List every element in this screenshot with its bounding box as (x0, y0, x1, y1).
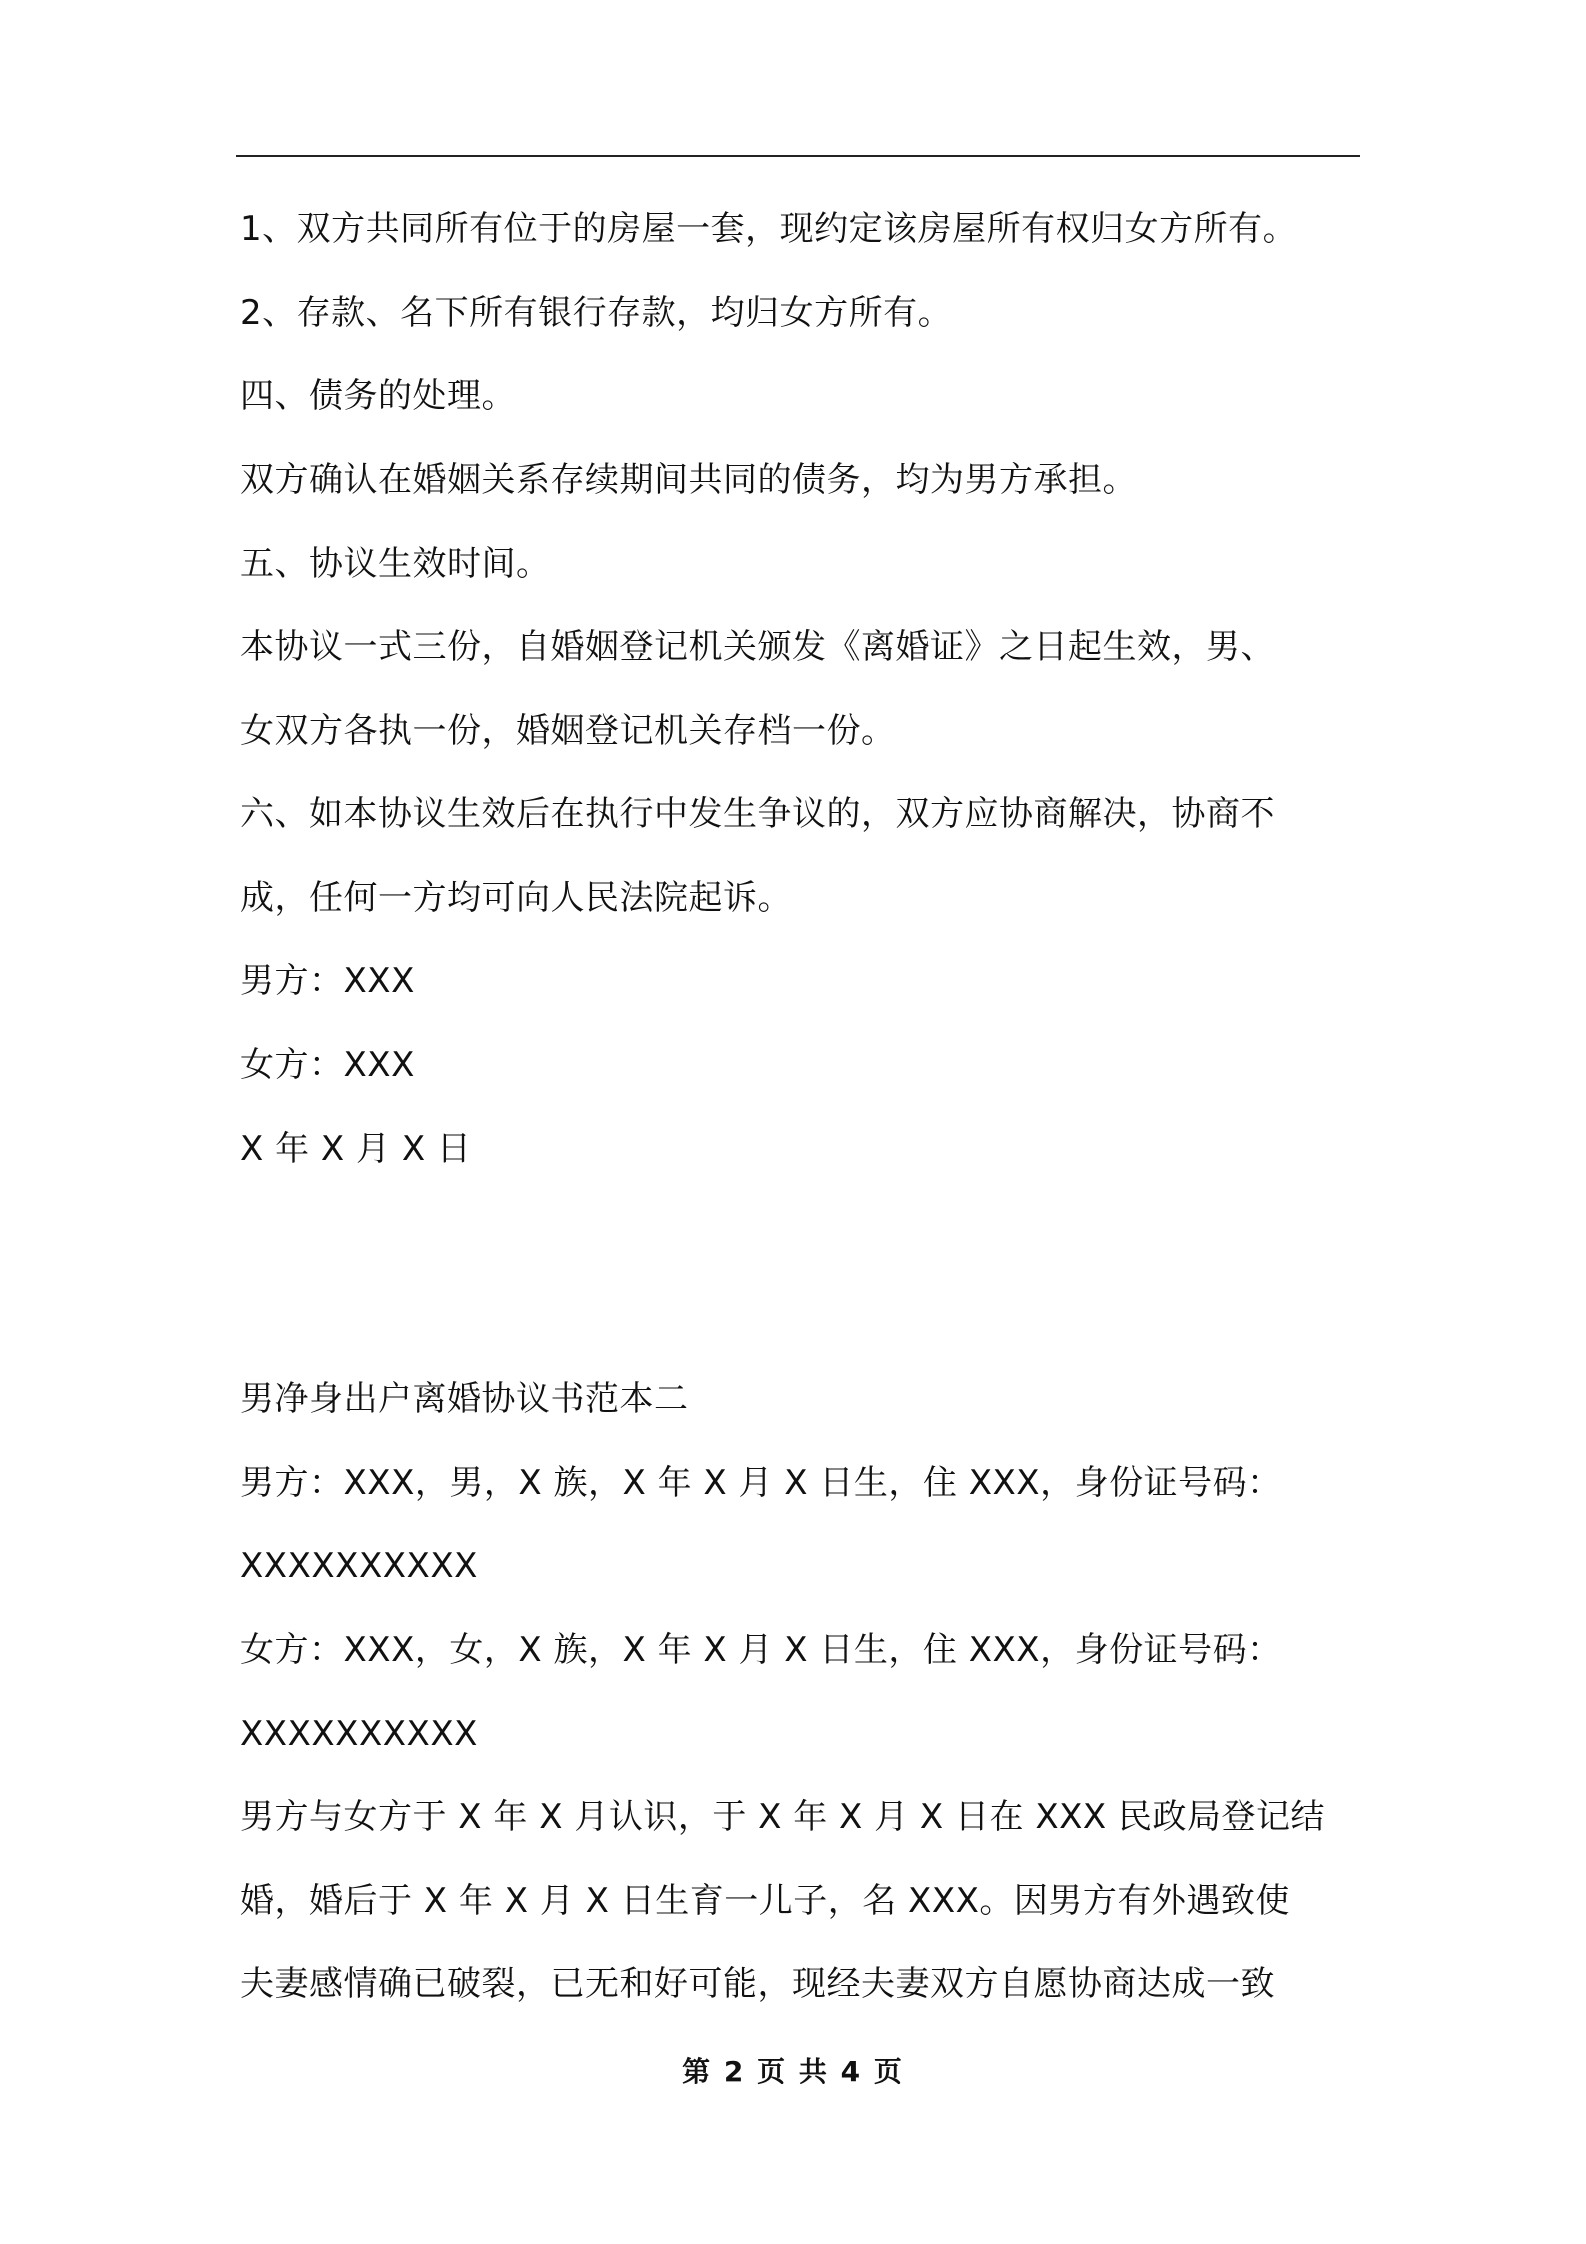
text-line: 本协议一式三份，自婚姻登记机关颁发《离婚证》之日起生效，男、 (240, 627, 1275, 667)
header-divider (236, 155, 1360, 157)
text-line: 男方与女方于 X 年 X 月认识，于 X 年 X 月 X 日在 XXX 民政局登记结 (240, 1797, 1326, 1837)
signature-male: 男方：XXX (240, 961, 415, 1001)
text-line: 婚，婚后于 X 年 X 月 X 日生育一儿子，名 XXX。因男方有外遇致使 (240, 1881, 1290, 1921)
text-line: 夫妻感情确已破裂，已无和好可能，现经夫妻双方自愿协商达成一致 (240, 1964, 1275, 2004)
text-line: 六、如本协议生效后在执行中发生争议的，双方应协商解决，协商不 (240, 794, 1275, 834)
section-heading: 五、协议生效时间。 (240, 544, 551, 584)
template-title: 男净身出户离婚协议书范本二 (240, 1379, 689, 1419)
text-line: 双方确认在婚姻关系存续期间共同的债务，均为男方承担。 (240, 460, 1137, 500)
text-line: 女双方各执一份，婚姻登记机关存档一份。 (240, 711, 896, 751)
text-line: XXXXXXXXXX (240, 1714, 478, 1754)
signature-date: X 年 X 月 X 日 (240, 1129, 472, 1169)
text-line: XXXXXXXXXX (240, 1546, 478, 1586)
page-number-footer: 第 2 页 共 4 页 (682, 2055, 904, 2088)
text-line: 男方：XXX，男，X 族，X 年 X 月 X 日生，住 XXX，身份证号码： (240, 1463, 1282, 1503)
section-heading: 四、债务的处理。 (240, 376, 516, 416)
text-line: 成，任何一方均可向人民法院起诉。 (240, 878, 792, 918)
text-line: 2、存款、名下所有银行存款，均归女方所有。 (240, 293, 953, 333)
text-line: 1、双方共同所有位于的房屋一套，现约定该房屋所有权归女方所有。 (240, 209, 1298, 249)
text-line: 女方：XXX，女，X 族，X 年 X 月 X 日生，住 XXX，身份证号码： (240, 1630, 1282, 1670)
signature-female: 女方：XXX (240, 1045, 415, 1085)
